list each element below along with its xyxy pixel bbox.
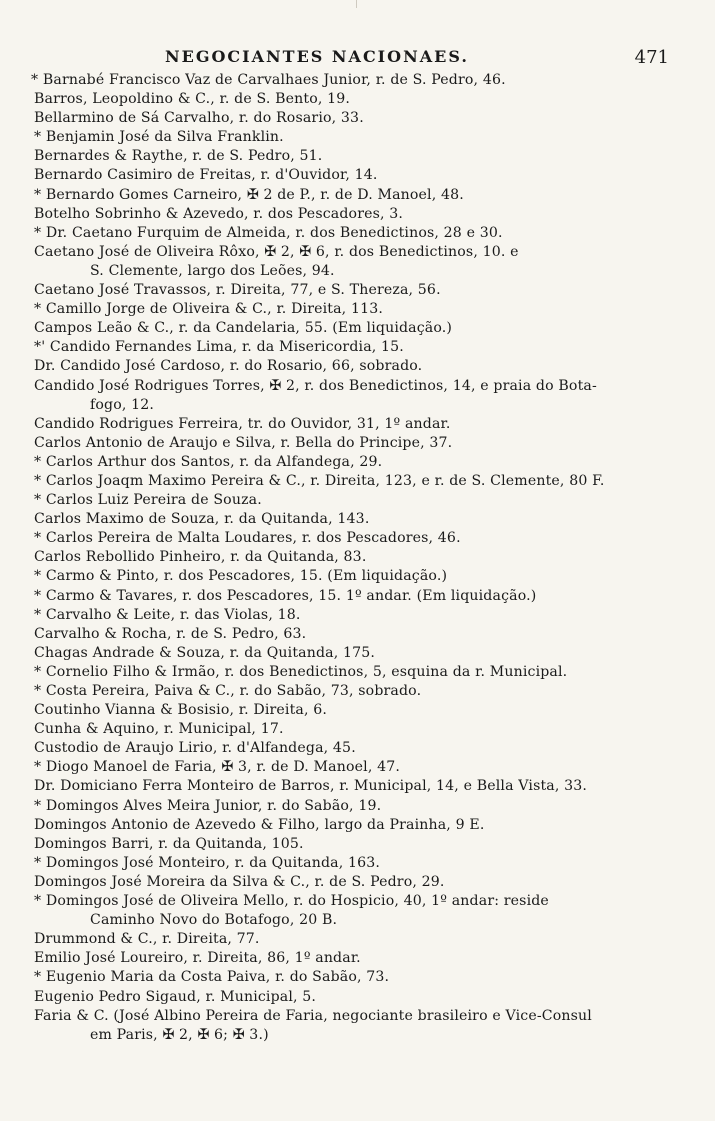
directory-entry: * Domingos José Monteiro, r. da Quitanda, 163. bbox=[34, 854, 381, 871]
directory-entry: Domingos José Moreira da Silva & C., r. de S. Pedro, 29. bbox=[34, 873, 445, 890]
page-number: 471 bbox=[634, 47, 669, 68]
directory-entry: * Eugenio Maria da Costa Paiva, r. do Sabão, 73. bbox=[34, 969, 390, 986]
directory-entry: Caetano José Travassos, r. Direita, 77, e S. Thereza, 56. bbox=[34, 282, 441, 299]
directory-entry: * Domingos Alves Meira Junior, r. do Sabão, 19. bbox=[34, 797, 382, 814]
directory-entry: Domingos Barri, r. da Quitanda, 105. bbox=[34, 835, 304, 852]
directory-entry: Barros, Leopoldino & C., r. de S. Bento, 19. bbox=[34, 91, 351, 108]
directory-entry: Carlos Rebollido Pinheiro, r. da Quitanda, 83. bbox=[34, 549, 367, 566]
entry-continuation-line: em Paris, ✠ 2, ✠ 6; ✠ 3.) bbox=[90, 1026, 269, 1043]
directory-entry: Bellarmino de Sá Carvalho, r. do Rosario, 33. bbox=[34, 110, 364, 127]
directory-entry: * Domingos José de Oliveira Mello, r. do Hospicio, 40, 1º andar: reside bbox=[34, 893, 549, 910]
directory-entry: Cunha & Aquino, r. Municipal, 17. bbox=[34, 721, 284, 738]
running-title: NEGOCIANTES NACIONAES. bbox=[165, 47, 469, 66]
directory-entry: Caetano José de Oliveira Rôxo, ✠ 2, ✠ 6, r. dos Benedictinos, 10. e bbox=[34, 243, 519, 260]
directory-entry: Eugenio Pedro Sigaud, r. Municipal, 5. bbox=[34, 988, 317, 1005]
page-header bbox=[0, 47, 715, 71]
entry-continuation-line: fogo, 12. bbox=[90, 396, 155, 413]
directory-entry: Candido José Rodrigues Torres, ✠ 2, r. dos Benedictinos, 14, e praia do Bota- bbox=[34, 377, 597, 394]
directory-entry: Botelho Sobrinho & Azevedo, r. dos Pescadores, 3. bbox=[34, 205, 404, 222]
directory-entry: * Carlos Luiz Pereira de Souza. bbox=[34, 492, 262, 509]
directory-entry: * Benjamin José da Silva Franklin. bbox=[34, 129, 284, 146]
directory-entry: * Barnabé Francisco Vaz de Carvalhaes Junior, r. de S. Pedro, 46. bbox=[31, 72, 506, 88]
directory-entry: Faria & C. (José Albino Pereira de Faria, negociante brasileiro e Vice-Consul bbox=[34, 1007, 592, 1024]
directory-entry: * Carvalho & Leite, r. das Violas, 18. bbox=[34, 606, 301, 623]
directory-entry: * Costa Pereira, Paiva & C., r. do Sabão, 73, sobrado. bbox=[34, 683, 422, 699]
directory-entry: * Carlos Joaqm Maximo Pereira & C., r. Direita, 123, e r. de S. Clemente, 80 F. bbox=[34, 472, 605, 489]
directory-entry: * Carmo & Tavares, r. dos Pescadores, 15. 1º andar. (Em liquidação.) bbox=[34, 587, 537, 604]
directory-entry: Campos Leão & C., r. da Candelaria, 55. (Em liquidação.) bbox=[34, 320, 453, 337]
directory-entry: Carvalho & Rocha, r. de S. Pedro, 63. bbox=[34, 625, 307, 642]
directory-entry: Chagas Andrade & Souza, r. da Quitanda, 175. bbox=[34, 644, 376, 661]
directory-entry: Candido Rodrigues Ferreira, tr. do Ouvidor, 31, 1º andar. bbox=[34, 415, 451, 432]
directory-entry: Dr. Domiciano Ferra Monteiro de Barros, r. Municipal, 14, e Bella Vista, 33. bbox=[34, 778, 588, 795]
directory-entry: Carlos Antonio de Araujo e Silva, r. Bella do Principe, 37. bbox=[34, 434, 453, 451]
entry-continuation-line: Caminho Novo do Botafogo, 20 B. bbox=[90, 912, 338, 929]
directory-entry: Dr. Candido José Cardoso, r. do Rosario, 66, sobrado. bbox=[34, 358, 423, 375]
directory-entry: Domingos Antonio de Azevedo & Filho, largo da Prainha, 9 E. bbox=[34, 816, 485, 833]
directory-entry: * Carlos Pereira de Malta Loudares, r. dos Pescadores, 46. bbox=[34, 530, 461, 547]
directory-entry: * Cornelio Filho & Irmão, r. dos Benedictinos, 5, esquina da r. Municipal. bbox=[34, 663, 568, 680]
directory-entry: Bernardo Casimiro de Freitas, r. d'Ouvidor, 14. bbox=[34, 167, 378, 184]
directory-entry: Custodio de Araujo Lirio, r. d'Alfandega, 45. bbox=[34, 740, 356, 757]
directory-entry: * Carmo & Pinto, r. dos Pescadores, 15. (Em liquidação.) bbox=[34, 568, 448, 585]
directory-entry: * Camillo Jorge de Oliveira & C., r. Direita, 113. bbox=[34, 301, 383, 318]
directory-entry: * Carlos Arthur dos Santos, r. da Alfandega, 29. bbox=[34, 453, 383, 470]
directory-entry: Drummond & C., r. Direita, 77. bbox=[34, 931, 260, 948]
directory-entry: Emilio José Loureiro, r. Direita, 86, 1º andar. bbox=[34, 950, 361, 967]
directory-entry: Coutinho Vianna & Bosisio, r. Direita, 6. bbox=[34, 702, 328, 719]
directory-entry: Carlos Maximo de Souza, r. da Quitanda, 143. bbox=[34, 511, 370, 528]
directory-entry: Bernardes & Raythe, r. de S. Pedro, 51. bbox=[34, 148, 323, 165]
directory-entry: * Diogo Manoel de Faria, ✠ 3, r. de D. Manoel, 47. bbox=[34, 759, 401, 776]
directory-entry: *' Candido Fernandes Lima, r. da Misericordia, 15. bbox=[34, 339, 404, 356]
entry-continuation-line: S. Clemente, largo dos Leões, 94. bbox=[90, 262, 335, 279]
directory-entry: * Bernardo Gomes Carneiro, ✠ 2 de P., r. de D. Manoel, 48. bbox=[34, 186, 464, 203]
directory-entries bbox=[0, 71, 715, 1045]
page-edge-mark bbox=[356, 0, 357, 8]
directory-entry: * Dr. Caetano Furquim de Almeida, r. dos Benedictinos, 28 e 30. bbox=[34, 224, 503, 241]
